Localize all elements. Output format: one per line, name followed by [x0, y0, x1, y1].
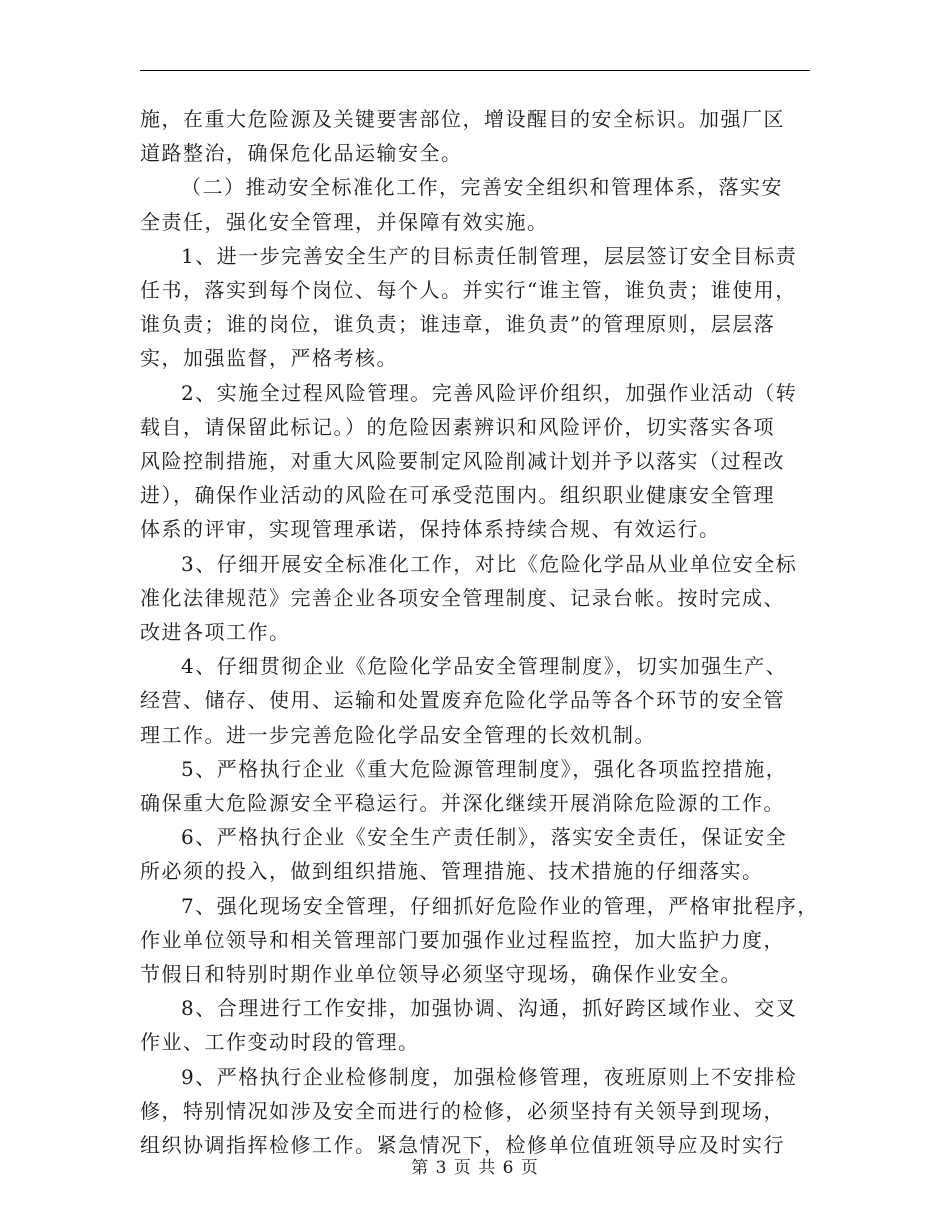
text-line: 确保重大危险源安全平稳运行。并深化继续开展消除危险源的工作。 — [140, 791, 785, 816]
text-line: 7、强化现场安全管理，仔细抓好危险作业的管理，严格审批程序， — [181, 893, 819, 918]
header-rule — [140, 70, 810, 71]
text-line: 经营、储存、使用、运输和处置废弃危险化学品等各个环节的安全管 — [140, 688, 785, 713]
text-line: 修，特别情况如涉及安全而进行的检修，必须坚持有关领导到现场， — [140, 1098, 785, 1123]
text-line: 进），确保作业活动的风险在可承受范围内。组织职业健康安全管理 — [140, 483, 775, 508]
text-line: 6、严格执行企业《安全生产责任制》，落实安全责任，保证安全 — [181, 825, 788, 850]
paragraph-item-9 — [140, 1060, 815, 1163]
text-line: 作业单位领导和相关管理部门要加强作业过程监控，加大监护力度， — [140, 927, 785, 952]
paragraph-section-2 — [140, 170, 815, 238]
text-line: 节假日和特别时期作业单位领导必须坚守现场，确保作业安全。 — [140, 962, 742, 987]
text-line: 谁负责；谁的岗位，谁负责；谁违章，谁负责”的管理原则，层层落 — [140, 312, 776, 337]
paragraph-item-7 — [140, 889, 819, 992]
text-line: 准化法律规范》完善企业各项安全管理制度、记录台帐。按时完成、 — [140, 585, 785, 610]
paragraph-item-5 — [140, 752, 815, 820]
text-line: 全责任，强化安全管理，并保障有效实施。 — [140, 209, 549, 234]
text-line: 9、严格执行企业检修制度，加强检修管理，夜班原则上不安排检 — [181, 1064, 798, 1089]
text-line: 道路整治，确保危化品运输安全。 — [140, 141, 463, 166]
text-line: 体系的评审，实现管理承诺，保持体系持续合规、有效运行。 — [140, 517, 721, 542]
text-line: 5、严格执行企业《重大危险源管理制度》，强化各项监控措施， — [181, 756, 788, 781]
document-body — [140, 102, 819, 1162]
text-line: 作业、工作变动时段的管理。 — [140, 1030, 420, 1055]
text-line: 实，加强监督，严格考核。 — [140, 346, 398, 371]
text-line: 理工作。进一步完善危险化学品安全管理的长效机制。 — [140, 722, 656, 747]
text-line: 3、仔细开展安全标准化工作，对比《危险化学品从业单位安全标 — [181, 551, 798, 576]
text-line: 施，在重大危险源及关键要害部位，增设醒目的安全标识。加强厂区 — [140, 107, 785, 131]
text-line: 组织协调指挥检修工作。紧急情况下，检修单位值班领导应及时实行 — [140, 1133, 785, 1158]
paragraph-item-6 — [140, 820, 815, 888]
text-line: 2、实施全过程风险管理。完善风险评价组织，加强作业活动（转 — [181, 380, 798, 405]
paragraph-item-2 — [140, 376, 815, 547]
text-line: 所必须的投入，做到组织措施、管理措施、技术措施的仔细落实。 — [140, 859, 764, 884]
paragraph-item-3 — [140, 547, 815, 650]
text-line: 任书，落实到每个岗位、每个人。并实行“谁主管，谁负责；谁使用， — [140, 278, 797, 303]
paragraph-item-8 — [140, 991, 815, 1059]
text-line: 8、合理进行工作安排，加强协调、沟通，抓好跨区域作业、交叉 — [181, 996, 798, 1021]
paragraph-item-1 — [140, 239, 815, 376]
text-line: 改进各项工作。 — [140, 620, 291, 645]
text-line: 1、进一步完善安全生产的目标责任制管理，层层签订安全目标责 — [181, 243, 798, 268]
text-line: 载自，请保留此标记。）的危险因素辨识和风险评价，切实落实各项 — [140, 414, 775, 439]
text-line: 风险控制措施，对重大风险要制定风险削减计划并予以落实（过程改 — [140, 449, 785, 474]
text-line: 4、仔细贯彻企业《危险化学品安全管理制度》，切实加强生产、 — [181, 654, 788, 679]
paragraph-item-4 — [140, 649, 815, 752]
text-line: （二）推动安全标准化工作，完善安全组织和管理体系，落实安 — [181, 175, 783, 200]
paragraph-continued — [140, 102, 815, 170]
page-number-footer: 第 3 页 共 6 页 — [411, 1158, 539, 1178]
